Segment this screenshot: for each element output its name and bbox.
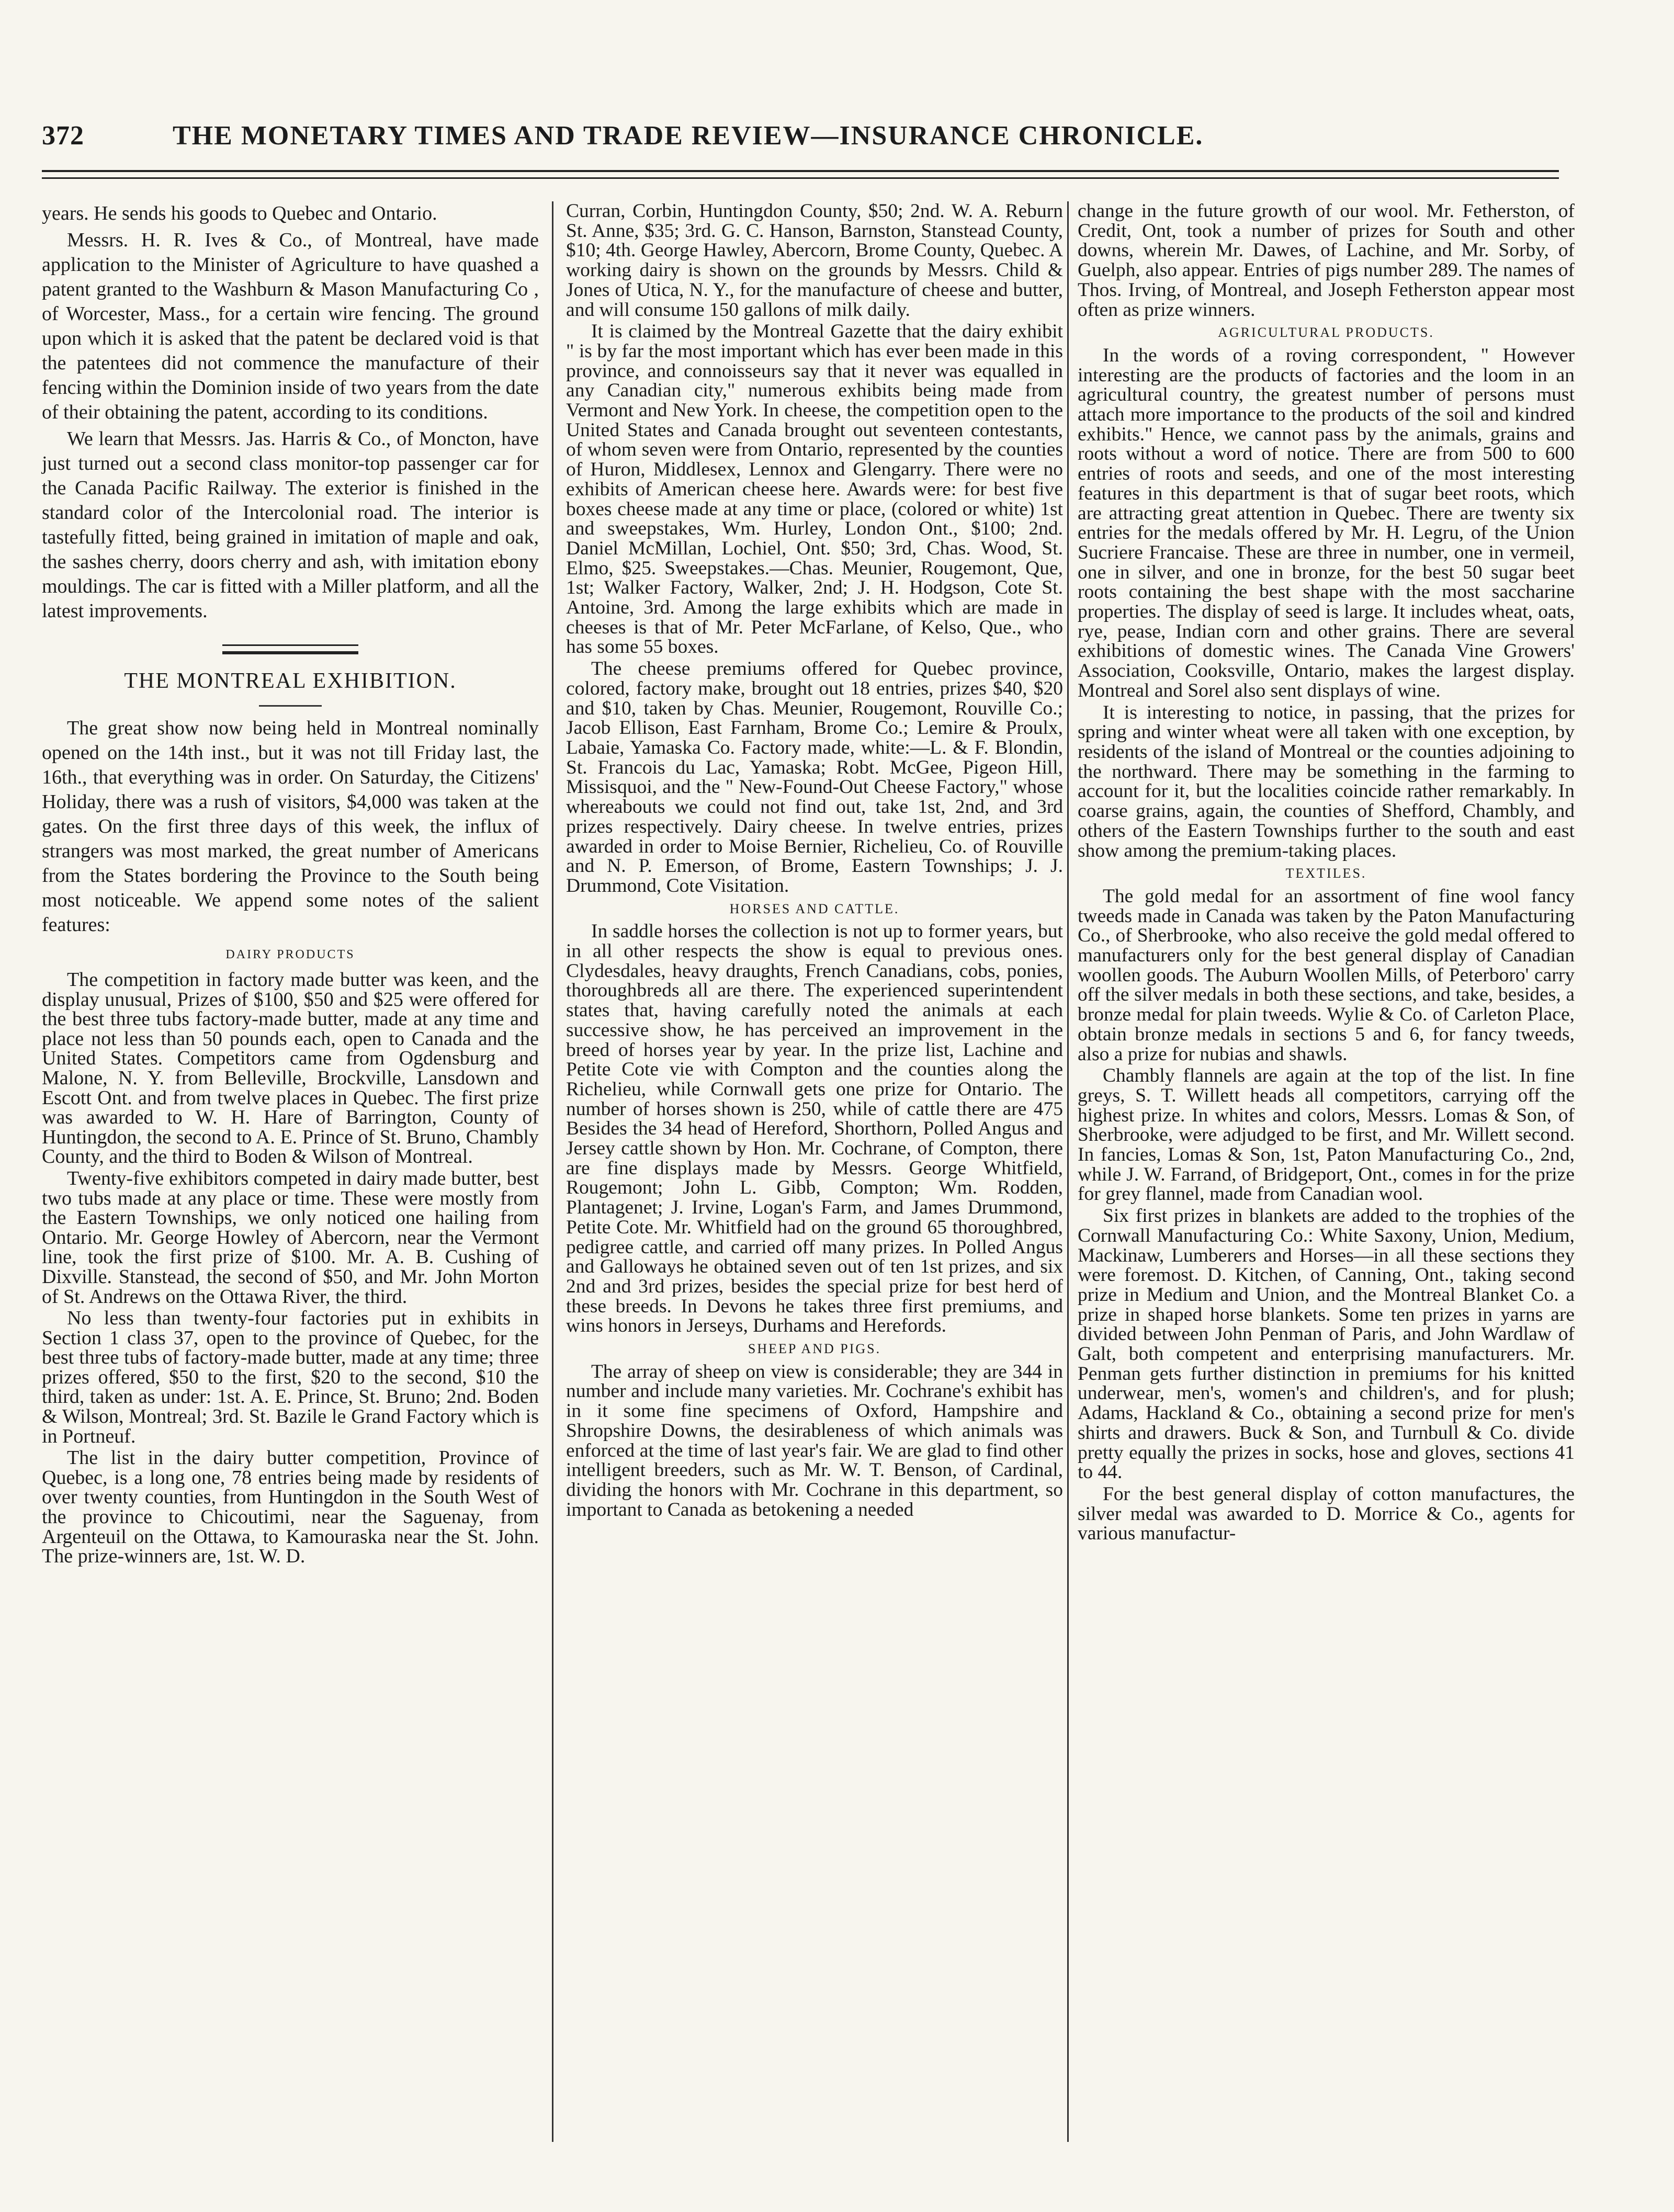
paragraph: The array of sheep on view is considerable; they are 344 in number and include many varieties. Mr. Cochrane's exhibit has in it some fine specimens of Oxford, Hampshire and Shropshire Downs, the desirableness of which animals was enforced at the time of last year's fair. We are glad to find other intelligent breeders, such as Mr. W. T. Benson, of Cardinal, dividing the honors with Mr. Cochrane in this department, so important to Canada as betokening a needed (566, 1360, 1063, 1521)
paragraph: The gold medal for an assortment of fine wool fancy tweeds made in Canada was taken by the Paton Manufacturing Co., of Sherbrooke, who also receive the gold medal offered to manufacturers only for the best general display of Canadian woollen goods. The Auburn Woollen Mills, of Peterboro' carry off the silver medals in both these sections, and take, besides, a bronze medal for plain tweeds. Wylie & Co. of Carleton Place, obtain bronze medals in sections 5 and 6, for fancy tweeds, also a prize for nubias and shawls. (1078, 885, 1575, 1065)
column-divider (1067, 201, 1069, 2142)
paragraph: Curran, Corbin, Huntingdon County, $50; 2nd. W. A. Reburn St. Anne, $35; 3rd. G. C. Hanson, Barnston, Stanstead County, $10; 4th. George Hawley, Abercorn, Brome County, Quebec. A working dairy is shown on the grounds by Messrs. Child & Jones of Utica, N. Y., for the manufacture of cheese and butter, and will consume 150 gallons of milk daily. (566, 200, 1063, 321)
paragraph: The great show now being held in Montreal nominally opened on the 14th inst., but it was not till Friday last, the 16th., that everything was in order. On Saturday, the Citizens' Holiday, there was a rush of visitors, $4,000 was taken at the gates. On the first three days of this week, the influx of strangers was most marked, the great number of Americans from the States bordering the Province to the South being most noticeable. We append some notes of the salient features: (42, 717, 539, 936)
paragraph: We learn that Messrs. Jas. Harris & Co., of Moncton, have just turned out a second class monitor-top passenger car for the Canada Pacific Railway. The exterior is finished in the standard color of the Intercolonial road. The interior is tastefully fitted, being grained in imitation of maple and oak, the sashes cherry, doors cherry and ash, with imitation ebony mouldings. The car is fitted with a Miller platform, and all the latest improvements. (42, 428, 539, 622)
section-ornament-rule (222, 644, 358, 654)
paragraph: In the words of a roving correspondent, " However interesting are the products of factories and the loom in an agricultural country, the greatest number of persons must attach more importance to the products of the soil and kindred exhibits." Hence, we cannot pass by the animals, grains and roots without a word of notice. There are from 500 to 600 entries of roots and seeds, and one of the most interesting features in this department is that of sugar beet roots, which are attracting great attention in Quebec. There are twenty six entries for the medals offered by Mr. H. Legru, of the Union Sucriere Francaise. These are three in number, one in vermeil, one in silver, and one in bronze, for the best 50 sugar beet roots containing the best shape with the most saccharine properties. The display of seed is large. It includes wheat, oats, rye, pease, Indian corn and other grains. There are several exhibitions of domestic wines. The Canada Vine Growers' Association, Cooksville, Ontario, makes the largest display. Montreal and Sorel also sent displays of wine. (1078, 344, 1575, 701)
paragraph: It is interesting to notice, in passing, that the prizes for spring and winter wheat were all taken with one exception, by residents of the island of Montreal or the counties adjoining to the northward. There may be something in the farming to account for it, but the localities coincide rather remarkably. In coarse grains, again, the counties of Shefford, Chambly, and others of the Eastern Townships further to the south and east show among the premium-taking places. (1078, 701, 1575, 861)
subhead-agricultural-products: AGRICULTURAL PRODUCTS. (1218, 325, 1434, 341)
column-3 (1078, 201, 1575, 1544)
paragraph: For the best general display of cotton manufactures, the silver medal was awarded to D. Morrice & Co., agents for various manufactur- (1078, 1483, 1575, 1545)
page-number: 372 (42, 121, 84, 151)
paragraph: The cheese premiums offered for Quebec province, colored, factory make, brought out 18 entries, prizes $40, $20 and $10, taken by Chas. Meunier, Rougemont, Rouville Co.; Jacob Ellison, East Farnham, Brome Co.; Lemire & Proulx, Labaie, Yamaska Co. Factory made, white:—L. & F. Blondin, St. Francois du Lac, Yamaska; Robt. McGee, Pigeon Hill, Missisquoi, and the " New-Found-Out Cheese Factory," whose whereabouts we could not find out, take 1st, 2nd, and 3rd prizes respectively. Dairy cheese. In twelve entries, prizes awarded in order to Moise Bernier, Richelieu, Co. of Rouville and N. P. Emerson, of Brome, Eastern Townships; J. J. Drummond, Cote Visitation. (566, 658, 1063, 897)
page-header (42, 120, 1559, 173)
paragraph: Messrs. H. R. Ives & Co., of Montreal, have made application to the Minister of Agriculture to have quashed a patent granted to the Washburn & Mason Manufacturing Co , of Worcester, Mass., for a certain wire fencing. The ground upon which it is asked that the patent be declared void is that the patentees did not commence the manufacture of their fencing within the Dominion inside of two years from the date of their obtaining the patent, according to its conditions. (42, 229, 539, 423)
column-2 (566, 201, 1063, 1519)
journal-title: THE MONETARY TIMES AND TRADE REVIEW—INSURANCE CHRONICLE. (173, 121, 1204, 151)
header-rule (42, 170, 1559, 179)
paragraph: years. He sends his goods to Quebec and Ontario. (42, 202, 437, 224)
paragraph: It is claimed by the Montreal Gazette that the dairy exhibit " is by far the most important which has ever been made in this province, and connoisseurs say that it never was equalled in any Canadian city," numerous exhibits being made from Vermont and New York. In cheese, the competition open to the United States and Canada brought out seventeen contestants, of whom seven were from Ontario, represented by the counties of Huron, Middlesex, Lennox and Glengarry. There were no exhibits of American cheese here. Awards were: for best five boxes cheese made at any time or place, (colored or white) 1st and sweepstakes, Wm. Hurley, London Ont., $100; 2nd. Daniel McMillan, Lochiel, Ont. $50; 3rd, Chas. Wood, St. Elmo, $25. Sweepstakes.—Chas. Meunier, Rougemont, Que, 1st; Walker Factory, Walker, 2nd; J. H. Hodgson, Cote St. Antoine, 3rd. Among the large exhibits which are made in cheeses is that of Mr. Peter McFarlane, of Kelso, Que., who has some 55 boxes. (566, 321, 1063, 658)
paragraph: change in the future growth of our wool. Mr. Fetherston, of Credit, Ont, took a number of prizes for South and other downs, wherein Mr. Dawes, of Lachine, and Mr. Sorby, of Guelph, also appear. Entries of pigs number 289. The names of Thos. Irving, of Montreal, and Joseph Fetherston appear most often as prize winners. (1078, 200, 1575, 321)
paragraph: The competition in factory made butter was keen, and the display unusual, Prizes of $100, $50 and $25 were offered for the best three tubs factory-made butter, made at any time and place not less than 50 pounds each, open to Canada and the United States. Competitors came from Ogdensburg and Malone, N. Y. from Belleville, Brockville, Lansdown and Escott Ont. and from twelve places in Quebec. The first prize was awarded to W. H. Hare of Barrington, County of Huntingdon, the second to A. E. Prince of St. Bruno, Chambly County, and the third to Boden & Wilson of Montreal. (42, 969, 539, 1168)
paragraph: No less than twenty-four factories put in exhibits in Section 1 class 37, open to the province of Quebec, for the best three tubs of factory-made butter, made at any time; three prizes offered, $50 to the first, $20 to the second, $10 the third, taken as under: 1st. A. E. Prince, St. Bruno; 2nd. Boden & Wilson, Montreal; 3rd. St. Bazile le Grand Factory which is in Portneuf. (42, 1307, 539, 1447)
paragraph: Six first prizes in blankets are added to the trophies of the Cornwall Manufacturing Co.: White Saxony, Union, Medium, Mackinaw, Lumberers and Horses—in all these sections they were foremost. D. Kitchen, of Canning, Ont., taking second prize in Medium and Union, and the Montreal Blanket Co. a prize in shaped horse blankets. Some ten prizes in yarns are divided between John Penman of Paris, and John Wardlaw of Galt, both competent and enterprising manufacturers. Mr. Penman gets further distinction in premiums for his knitted underwear, men's, women's and children's, and for plush; Adams, Hackland & Co., obtaining a second prize for men's shirts and drawers. Buck & Son, and Turnbull & Co. divide pretty equally the prizes in socks, hose and gloves, sections 41 to 44. (1078, 1205, 1575, 1483)
subhead-dairy-products: DAIRY PRODUCTS (225, 948, 355, 961)
subhead-horses-and-cattle: HORSES AND CATTLE. (729, 901, 900, 916)
paragraph: Twenty-five exhibitors competed in dairy made butter, best two tubs made at any place or time. These were mostly from the Eastern Townships, we only noticed one hailing from Ontario. Mr. George Howley of Abercorn, near the Vermont line, took the first prize of $100. Mr. A. B. Cushing of Dixville. Stanstead, the second of $50, and Mr. John Morton of St. Andrews on the Ottawa River, the third. (42, 1167, 539, 1308)
section-title: THE MONTREAL EXHIBITION. (124, 669, 457, 693)
subhead-sheep-and-pigs: SHEEP AND PIGS. (748, 1341, 881, 1357)
subhead-textiles: TEXTILES. (1285, 866, 1367, 881)
paragraph: The list in the dairy butter competition, Province of Quebec, is a long one, 78 entries being made by residents of over twenty counties, from Huntingdon in the South West of the province to Chicoutimi, near the Saguenay, from Argenteuil on the Ottawa, to Kamouraska near the St. John. The prize-winners are, 1st. W. D. (42, 1447, 539, 1568)
paragraph: Chambly flannels are again at the top of the list. In fine greys, S. T. Willett heads all competitors, carrying off the highest prize. In whites and colors, Messrs. Lomas & Son, of Sherbrooke, were adjudged to be first, and Mr. Willett second. In fancies, Lomas & Son, 1st, Paton Manufacturing Co., 2nd, while J. W. Farrand, of Bridgeport, Ont., comes in for the prize for grey flannel, made from Canadian wool. (1078, 1065, 1575, 1205)
column-divider (552, 201, 553, 2142)
short-rule (259, 705, 322, 707)
paragraph: In saddle horses the collection is not up to former years, but in all other respects the show is equal to previous ones. Clydesdales, heavy draughts, French Canadians, cobs, ponies, thoroughbreds all are there. The experienced superintendent states that, having carefully noted the animals at each successive show, he has perceived an improvement in the breed of horses year by year. In the prize list, Lachine and Petite Cote vie with Compton and the counties along the Richelieu, while Cornwall gets one prize for Ontario. The number of horses shown is 250, while of cattle there are 475 Besides the 34 head of Hereford, Shorthorn, Polled Angus and Jersey cattle shown by Hon. Mr. Cochrane, of Compton, there are fine displays made by Messrs. George Whitfield, Rougemont; John L. Gibb, Compton; Wm. Rodden, Plantagenet; J. Irvine, Logan's Farm, and James Drummond, Petite Cote. Mr. Whitfield had on the ground 65 thoroughbred, pedigree cattle, and carried off many prizes. In Polled Angus and Galloways he obtained seven out of ten 1st prizes, and six 2nd and 3rd prizes, besides the special prize for best herd of these breeds. In Devons he takes three first premiums, and wins honors in Jerseys, Durhams and Herefords. (566, 921, 1063, 1337)
column-1 (42, 201, 539, 1567)
